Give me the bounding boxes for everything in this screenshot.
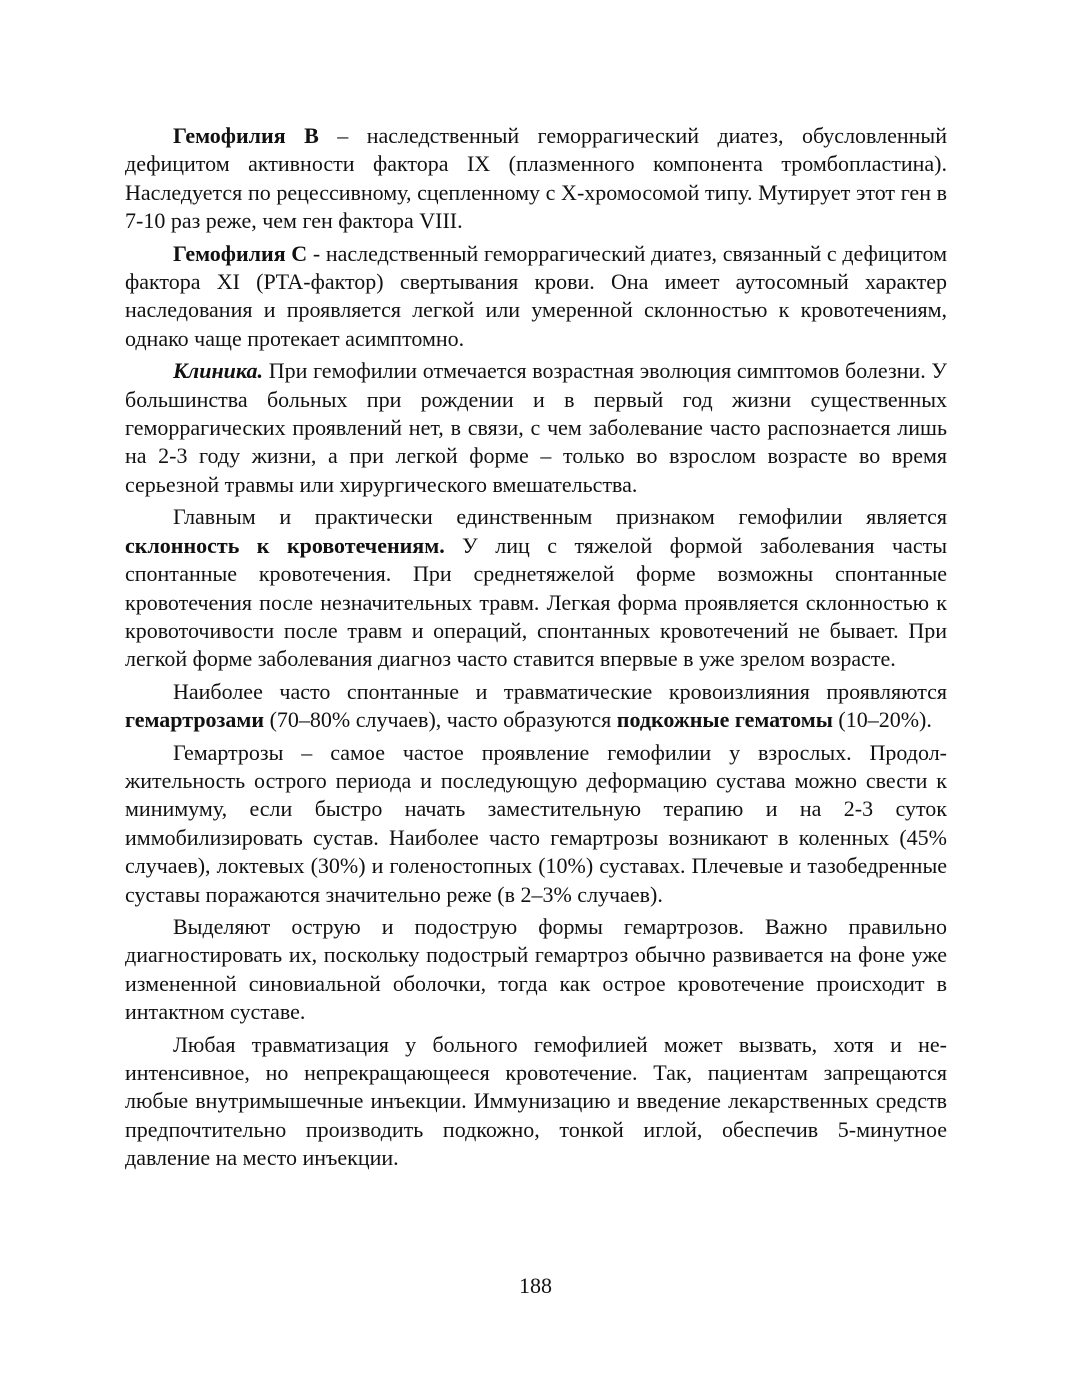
term-bleeding-tendency: склонность к кровотечениям. bbox=[125, 532, 445, 558]
paragraph-clinic bbox=[125, 357, 947, 499]
paragraph-text: Гемартрозы – самое частое проявление гемофилии у взрослых. Продолжительность острого периода и последующую деформацию сустава можно свести к минимуму, если быстро начать заместительную терапию и на 2-3 суток иммобилизировать сустав. Наиболее часто гемартрозы возникают в коленных (45% случаев), локтевых (30%) и голеностопных (10%) суставах. Плечевые и тазобедренные суставы поражаются значительно реже (в 2–3% случаев). bbox=[125, 739, 947, 907]
paragraph-main-sign bbox=[125, 503, 947, 673]
paragraph-text: - наследственный геморрагический диатез, связанный с дефицитом фактора XI (PTA-фактор) свертывания крови. Она имеет аутосомный характер наследования и проявляется легкой или умеренной склонностью к кровотечениям, однако чаще протекает асимптомно. bbox=[125, 240, 947, 351]
paragraph-text: (70–80% случаев), часто образуются bbox=[264, 707, 617, 733]
term-hemophilia-c: Гемофилия C bbox=[173, 240, 308, 266]
paragraph-hemophilia-c bbox=[125, 240, 947, 354]
paragraph-text: Любая травматизация у больного гемофилией может вызвать, хотя и неинтенсивное, но непрекращающееся кровотечение. Так, пациентам запрещаются любые внутримышечные инъекции. Иммунизацию и введение лекарственных средств предпочтительно производить подкожно, тонкой иглой, обеспечив 5-минутное давление на место инъекции. bbox=[125, 1031, 947, 1171]
paragraph-text: – наследственный геморрагический диатез, обусловленный дефицитом активности фактора IX (плазменного компонента тромбопластина). Наследуется по рецессивному, сцепленному с X-хромосомой типу. Мутирует этот ген в 7-10 раз реже, чем ген фактора VIII. bbox=[125, 123, 947, 234]
paragraph-text: У лиц с тяжелой формой заболевания часты спонтанные кровотечения. При среднетяжелой форме возможны спонтанные кровотечения после незначительных травм. Легкая форма проявляется склонностью к кровоточивости после травм и операций, спонтанных кровотечений не бывает. При легкой форме заболевания диагноз часто ставится впервые в уже зрелом возрасте. bbox=[125, 532, 947, 672]
paragraph-hemophilia-b bbox=[125, 122, 947, 236]
paragraph-text: Главным и практически единственным признаком гемофилии является bbox=[173, 504, 947, 530]
term-hemarthroses: гемартрозами bbox=[125, 707, 265, 733]
paragraph-text: Выделяют острую и подострую формы гемартрозов. Важно правильно диагностировать их, поскольку подострый гемартроз обычно развивается на фоне уже измененной синовиальной оболочки, тогда как острое кровотечение происходит в интактном суставе. bbox=[125, 913, 947, 1025]
term-clinic: Клиника. bbox=[173, 358, 263, 384]
paragraph-hemarthroses bbox=[125, 739, 947, 909]
paragraph-forms bbox=[125, 913, 947, 1027]
paragraph-text: Наиболее часто спонтанные и травматические кровоизлияния проявляются bbox=[173, 678, 947, 704]
term-subcutaneous-hematomas: подкожные гематомы bbox=[616, 707, 833, 733]
paragraph-text: (10–20%). bbox=[832, 707, 932, 733]
page-number: 188 bbox=[519, 1273, 552, 1298]
paragraph-text: При гемофилии отмечается возрастная эволюция симптомов болезни. У большинства больных при рождении и в первый год жизни существенных геморрагических проявлений нет, в связи, с чем заболевание часто распознается лишь на 2-3 году жизни, а при легкой форме – только во взрослом возрасте во время серьезной травмы или хирургического вмешательства. bbox=[125, 358, 947, 497]
paragraph-hemorrhages bbox=[125, 678, 947, 735]
paragraph-traumatization bbox=[125, 1031, 947, 1173]
body-text bbox=[125, 122, 947, 1177]
term-hemophilia-b: Гемофилия B bbox=[173, 123, 319, 148]
